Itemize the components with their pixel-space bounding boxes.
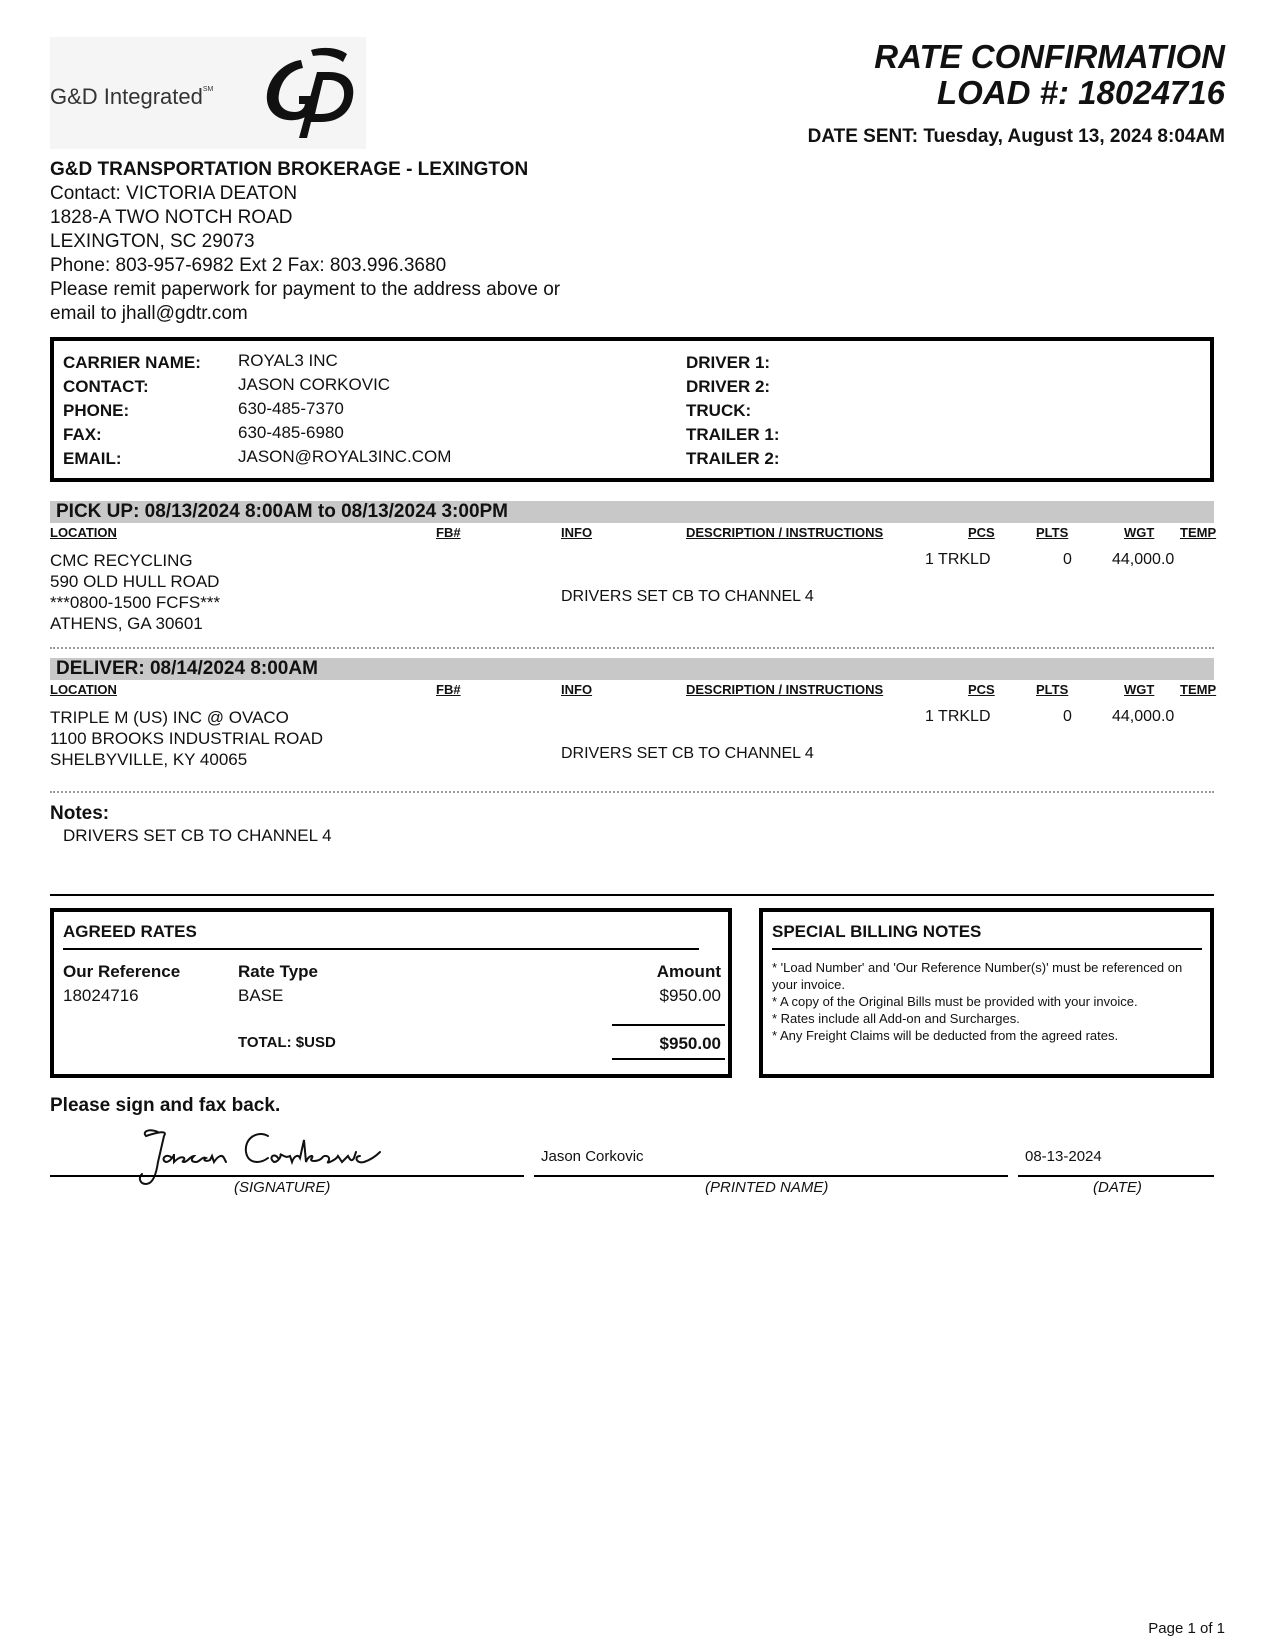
notes-label: Notes: bbox=[50, 803, 110, 824]
billing-note: * 'Load Number' and 'Our Reference Number(s)' must be referenced on your invoice. bbox=[772, 960, 1183, 992]
carrier-fax-label: FAX: bbox=[63, 425, 102, 444]
billing-notes-title: SPECIAL BILLING NOTES bbox=[772, 922, 982, 941]
col-info: INFO bbox=[561, 525, 593, 540]
col-wgt: WGT bbox=[1124, 682, 1155, 697]
col-description: DESCRIPTION / INSTRUCTIONS bbox=[686, 682, 884, 697]
company-logo-text: G&D Integrated℠ bbox=[50, 84, 214, 109]
date-line bbox=[1018, 1175, 1214, 1177]
delivery-location-line: 1100 BROOKS INDUSTRIAL ROAD bbox=[50, 729, 324, 748]
col-pcs: PCS bbox=[968, 682, 995, 697]
delivery-pcs: 1 TRKLD bbox=[925, 708, 991, 725]
delivery-heading: DELIVER: 08/14/2024 8:00AM bbox=[50, 658, 1214, 680]
billing-notes-list bbox=[772, 959, 1202, 1044]
pickup-info: DRIVERS SET CB TO CHANNEL 4 bbox=[561, 588, 814, 605]
carrier-box bbox=[50, 337, 1214, 482]
broker-name: G&D TRANSPORTATION BROKERAGE - LEXINGTON bbox=[50, 159, 529, 180]
carrier-name: ROYAL3 INC bbox=[238, 351, 338, 370]
carrier-contact: JASON CORKOVIC bbox=[238, 375, 391, 394]
col-location: LOCATION bbox=[50, 682, 117, 697]
rule bbox=[772, 948, 1202, 950]
pickup-location-line: CMC RECYCLING bbox=[50, 551, 193, 570]
driver2-label: DRIVER 2: bbox=[686, 377, 771, 396]
col-plts: PLTS bbox=[1036, 682, 1069, 697]
pickup-location-line: ATHENS, GA 30601 bbox=[50, 614, 203, 633]
broker-remit-line1: Please remit paperwork for payment to the address above or bbox=[50, 279, 561, 300]
amount-header: Amount bbox=[656, 962, 721, 981]
broker-address2: LEXINGTON, SC 29073 bbox=[50, 231, 255, 252]
delivery-wgt: 44,000.0 bbox=[1112, 708, 1175, 725]
divider bbox=[50, 791, 1214, 793]
col-fb: FB# bbox=[436, 682, 461, 697]
document-title: RATE CONFIRMATION bbox=[874, 38, 1225, 75]
gd-logo-icon bbox=[255, 42, 360, 142]
broker-phone-fax: Phone: 803-957-6982 Ext 2 Fax: 803.996.3680 bbox=[50, 255, 447, 276]
broker-info bbox=[50, 158, 560, 326]
pickup-location-line: 590 OLD HULL ROAD bbox=[50, 572, 220, 591]
rate-type-header: Rate Type bbox=[238, 962, 318, 981]
driver1-label: DRIVER 1: bbox=[686, 353, 771, 372]
notes-text: DRIVERS SET CB TO CHANNEL 4 bbox=[63, 826, 332, 845]
delivery-info: DRIVERS SET CB TO CHANNEL 4 bbox=[561, 745, 814, 762]
date-sent: DATE SENT: Tuesday, August 13, 2024 8:04AM bbox=[807, 126, 1225, 147]
col-info: INFO bbox=[561, 682, 593, 697]
rate-type-value: BASE bbox=[238, 986, 284, 1005]
agreed-rates-title: AGREED RATES bbox=[63, 922, 197, 941]
broker-contact: Contact: VICTORIA DEATON bbox=[50, 183, 298, 204]
pickup-plts: 0 bbox=[1063, 551, 1072, 568]
col-description: DESCRIPTION / INSTRUCTIONS bbox=[686, 525, 884, 540]
total-label: TOTAL: $USD bbox=[238, 1034, 336, 1051]
rule bbox=[612, 1024, 725, 1026]
col-fb: FB# bbox=[436, 525, 461, 540]
billing-note: * A copy of the Original Bills must be provided with your invoice. bbox=[772, 994, 1138, 1009]
divider bbox=[50, 647, 1214, 649]
printed-name: Jason Corkovic bbox=[541, 1148, 644, 1165]
col-plts: PLTS bbox=[1036, 525, 1069, 540]
rule bbox=[63, 948, 699, 950]
billing-notes-box bbox=[759, 908, 1214, 1078]
pickup-location-line: ***0800-1500 FCFS*** bbox=[50, 593, 221, 612]
amount-value: $950.00 bbox=[659, 986, 721, 1005]
col-wgt: WGT bbox=[1124, 525, 1155, 540]
page-number: Page 1 of 1 bbox=[1148, 1620, 1225, 1637]
col-temp: TEMP bbox=[1180, 682, 1217, 697]
pickup-heading: PICK UP: 08/13/2024 8:00AM to 08/13/2024 3:00PM bbox=[50, 501, 1214, 523]
signature-date: 08-13-2024 bbox=[1025, 1148, 1102, 1165]
carrier-fax: 630-485-6980 bbox=[238, 423, 344, 442]
trailer2-label: TRAILER 2: bbox=[686, 449, 780, 468]
carrier-phone-label: PHONE: bbox=[63, 401, 130, 420]
col-pcs: PCS bbox=[968, 525, 995, 540]
printed-name-line bbox=[534, 1175, 1008, 1177]
carrier-contact-label: CONTACT: bbox=[63, 377, 149, 396]
reference-value: 18024716 bbox=[63, 986, 139, 1005]
agreed-rates-box bbox=[50, 908, 732, 1078]
broker-address1: 1828-A TWO NOTCH ROAD bbox=[50, 207, 293, 228]
col-temp: TEMP bbox=[1180, 525, 1217, 540]
reference-header: Our Reference bbox=[63, 962, 181, 981]
pickup-wgt: 44,000.0 bbox=[1112, 551, 1175, 568]
signature-caption: (SIGNATURE) bbox=[234, 1179, 331, 1196]
broker-remit-line2: email to jhall@gdtr.com bbox=[50, 303, 248, 324]
carrier-email-label: EMAIL: bbox=[63, 449, 122, 468]
carrier-phone: 630-485-7370 bbox=[238, 399, 344, 418]
total-value: $950.00 bbox=[659, 1034, 721, 1053]
delivery-location-line: SHELBYVILLE, KY 40065 bbox=[50, 750, 248, 769]
billing-note: * Rates include all Add-on and Surcharges. bbox=[772, 1011, 1020, 1026]
carrier-name-label: CARRIER NAME: bbox=[63, 353, 201, 372]
section-divider bbox=[50, 894, 1214, 896]
delivery-location-line: TRIPLE M (US) INC @ OVACO bbox=[50, 708, 289, 727]
pickup-pcs: 1 TRKLD bbox=[925, 551, 991, 568]
col-location: LOCATION bbox=[50, 525, 117, 540]
trailer1-label: TRAILER 1: bbox=[686, 425, 780, 444]
carrier-email: JASON@ROYAL3INC.COM bbox=[238, 447, 452, 466]
date-caption: (DATE) bbox=[1093, 1179, 1142, 1196]
load-number: LOAD #: 18024716 bbox=[937, 74, 1225, 111]
delivery-plts: 0 bbox=[1063, 708, 1072, 725]
sign-prompt: Please sign and fax back. bbox=[50, 1095, 281, 1116]
signature-line bbox=[50, 1175, 524, 1177]
rule bbox=[612, 1058, 725, 1060]
billing-note: * Any Freight Claims will be deducted from the agreed rates. bbox=[772, 1028, 1119, 1043]
printed-name-caption: (PRINTED NAME) bbox=[705, 1179, 829, 1196]
truck-label: TRUCK: bbox=[686, 401, 752, 420]
